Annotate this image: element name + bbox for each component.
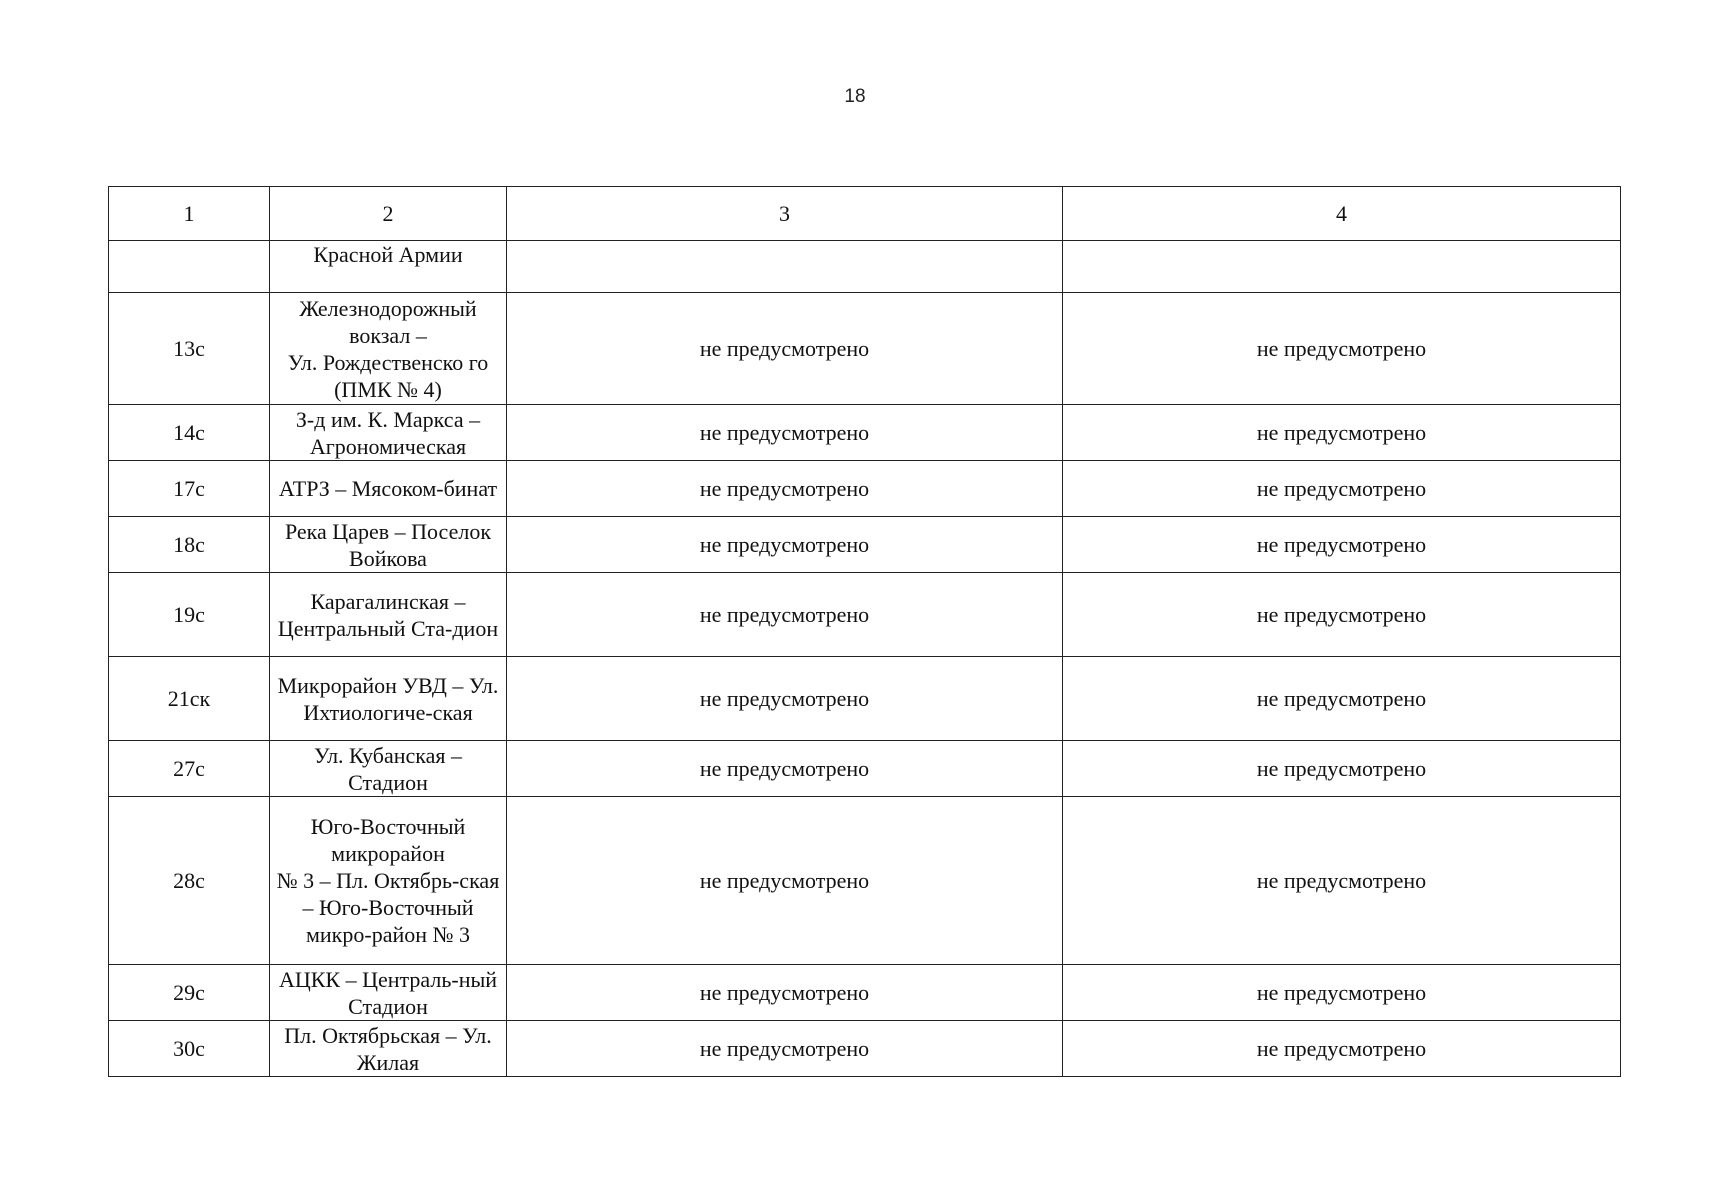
column-3-cell: не предусмотрено <box>507 657 1063 741</box>
route-name-cell: Микрорайон УВД – Ул. Ихтиологиче-ская <box>270 657 507 741</box>
table-row <box>109 461 1621 517</box>
column-4-cell: не предусмотрено <box>1063 797 1621 965</box>
header-cell-1: 1 <box>109 187 270 241</box>
column-3-cell: не предусмотрено <box>507 965 1063 1021</box>
route-name-cell: Красной Армии <box>270 241 507 293</box>
route-number-cell: 18с <box>109 517 270 573</box>
column-3-cell <box>507 241 1063 293</box>
header-cell-4: 4 <box>1063 187 1621 241</box>
table-row <box>109 797 1621 965</box>
route-number-cell: 27с <box>109 741 270 797</box>
column-4-cell: не предусмотрено <box>1063 657 1621 741</box>
route-number-cell: 13с <box>109 293 270 405</box>
table-row <box>109 241 1621 293</box>
route-number-cell: 14с <box>109 405 270 461</box>
column-4-cell: не предусмотрено <box>1063 573 1621 657</box>
page-number: 18 <box>844 86 866 107</box>
column-3-cell: не предусмотрено <box>507 741 1063 797</box>
column-4-cell: не предусмотрено <box>1063 965 1621 1021</box>
column-3-cell: не предусмотрено <box>507 573 1063 657</box>
table-row <box>109 741 1621 797</box>
table-row <box>109 293 1621 405</box>
column-4-cell: не предусмотрено <box>1063 461 1621 517</box>
table-row <box>109 573 1621 657</box>
route-name-cell: АЦКК – Централь-ный Стадион <box>270 965 507 1021</box>
column-3-cell: не предусмотрено <box>507 1021 1063 1077</box>
routes-table <box>108 186 1621 1077</box>
column-3-cell: не предусмотрено <box>507 405 1063 461</box>
table-row <box>109 965 1621 1021</box>
column-3-cell: не предусмотрено <box>507 517 1063 573</box>
column-3-cell: не предусмотрено <box>507 461 1063 517</box>
column-3-cell: не предусмотрено <box>507 797 1063 965</box>
route-name-cell: Река Царев – Поселок Войкова <box>270 517 507 573</box>
table-header-row <box>109 187 1621 241</box>
route-name-cell: Ул. Кубанская – Стадион <box>270 741 507 797</box>
route-number-cell: 28с <box>109 797 270 965</box>
header-cell-3: 3 <box>507 187 1063 241</box>
table-row <box>109 1021 1621 1077</box>
route-name-cell: З-д им. К. Маркса – Агрономическая <box>270 405 507 461</box>
route-number-cell: 17с <box>109 461 270 517</box>
route-number-cell <box>109 241 270 293</box>
route-number-cell: 21ск <box>109 657 270 741</box>
route-number-cell: 29с <box>109 965 270 1021</box>
column-4-cell: не предусмотрено <box>1063 517 1621 573</box>
route-name-cell: Юго-Восточный микрорайон № 3 – Пл. Октябрь-ская – Юго-Восточный микро-район № 3 <box>270 797 507 965</box>
table-row <box>109 405 1621 461</box>
route-name-cell: АТРЗ – Мясоком-бинат <box>270 461 507 517</box>
route-number-cell: 19с <box>109 573 270 657</box>
column-4-cell: не предусмотрено <box>1063 293 1621 405</box>
route-name-cell: Железнодорожный вокзал – Ул. Рождественско го (ПМК № 4) <box>270 293 507 405</box>
table-row <box>109 517 1621 573</box>
column-4-cell <box>1063 241 1621 293</box>
table-row <box>109 657 1621 741</box>
route-number-cell: 30с <box>109 1021 270 1077</box>
route-name-cell: Карагалинская – Центральный Ста-дион <box>270 573 507 657</box>
column-4-cell: не предусмотрено <box>1063 405 1621 461</box>
header-cell-2: 2 <box>270 187 507 241</box>
column-3-cell: не предусмотрено <box>507 293 1063 405</box>
routes-table-body <box>109 187 1621 1077</box>
column-4-cell: не предусмотрено <box>1063 741 1621 797</box>
column-4-cell: не предусмотрено <box>1063 1021 1621 1077</box>
route-name-cell: Пл. Октябрьская – Ул. Жилая <box>270 1021 507 1077</box>
